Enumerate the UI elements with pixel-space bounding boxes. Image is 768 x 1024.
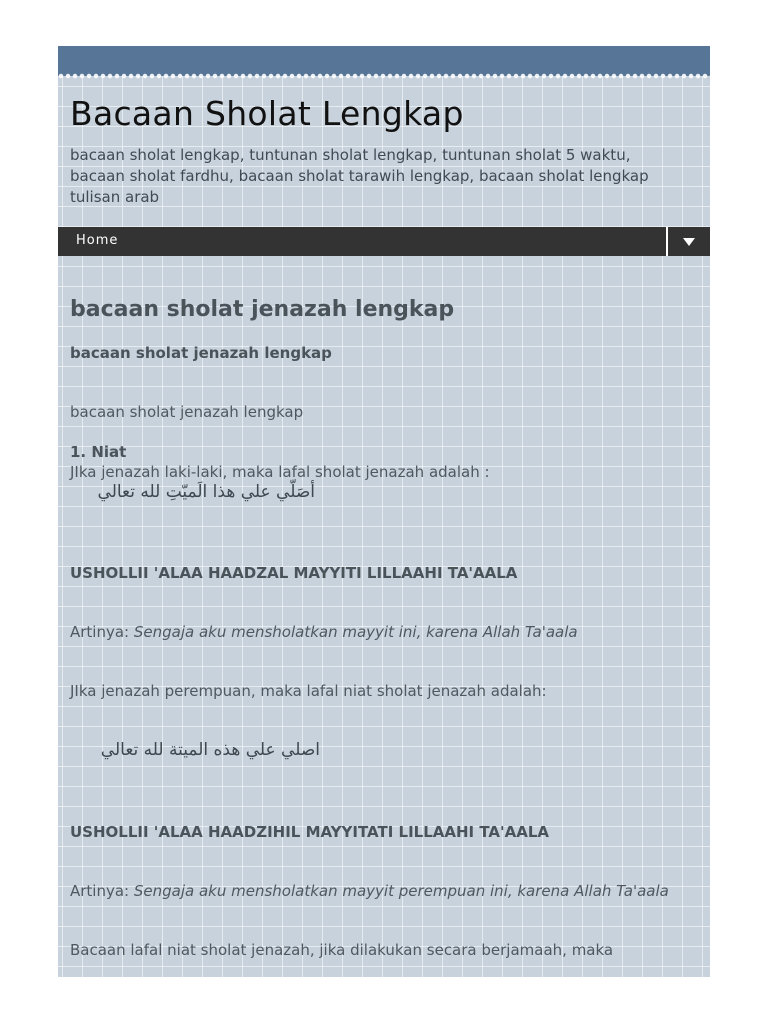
nav-bar bbox=[58, 227, 710, 256]
artinya-label: Artinya: bbox=[70, 882, 134, 900]
meaning-female-line bbox=[70, 881, 690, 901]
niat-male-text: JIka jenazah laki-laki, maka lafal sholat jenazah adalah : bbox=[70, 463, 490, 481]
nav-menu-toggle[interactable] bbox=[668, 227, 710, 256]
meaning-male-line bbox=[70, 623, 578, 641]
header-band bbox=[58, 46, 710, 76]
artinya-label: Artinya: bbox=[70, 623, 134, 641]
latin-niat-male: USHOLLII 'ALAA HAADZAL MAYYITI LILLAAHI TA'AALA bbox=[70, 564, 518, 582]
triangle-down-icon bbox=[683, 238, 695, 246]
site-title[interactable]: Bacaan Sholat Lengkap bbox=[70, 94, 464, 133]
post-title[interactable]: bacaan sholat jenazah lengkap bbox=[70, 297, 455, 322]
meaning-female: Sengaja aku mensholatkan mayyit perempuan ini, karena Allah Ta'aala bbox=[133, 882, 669, 900]
post-intro: bacaan sholat jenazah lengkap bbox=[70, 403, 304, 421]
meaning-male: Sengaja aku mensholatkan mayyit ini, karena Allah Ta'aala bbox=[133, 623, 578, 641]
nav-home-link[interactable]: Home bbox=[76, 233, 119, 248]
arabic-niat-female: اصلي علي هذه الميتة لله تعالي bbox=[100, 740, 320, 760]
site-description: bacaan sholat lengkap, tuntunan sholat lengkap, tuntunan sholat 5 waktu, bacaan sholat fardhu, bacaan sholat tarawih lengkap, bacaan sholat lengkap tulisan arab bbox=[70, 146, 649, 206]
latin-niat-female: USHOLLII 'ALAA HAADZIHIL MAYYITATI LILLAAHI TA'AALA bbox=[70, 823, 550, 841]
blog-page bbox=[58, 46, 710, 977]
jamaah-text: Bacaan lafal niat sholat jenazah, jika dilakukan secara berjamaah, maka bbox=[70, 941, 614, 959]
niat-heading: 1. Niat bbox=[70, 443, 127, 461]
arabic-niat-male: أصَلّي علي هذا الَميّتِ لله تعالي bbox=[97, 482, 315, 502]
post-subtitle: bacaan sholat jenazah lengkap bbox=[70, 344, 332, 362]
niat-female-text: JIka jenazah perempuan, maka lafal niat sholat jenazah adalah: bbox=[70, 682, 547, 700]
